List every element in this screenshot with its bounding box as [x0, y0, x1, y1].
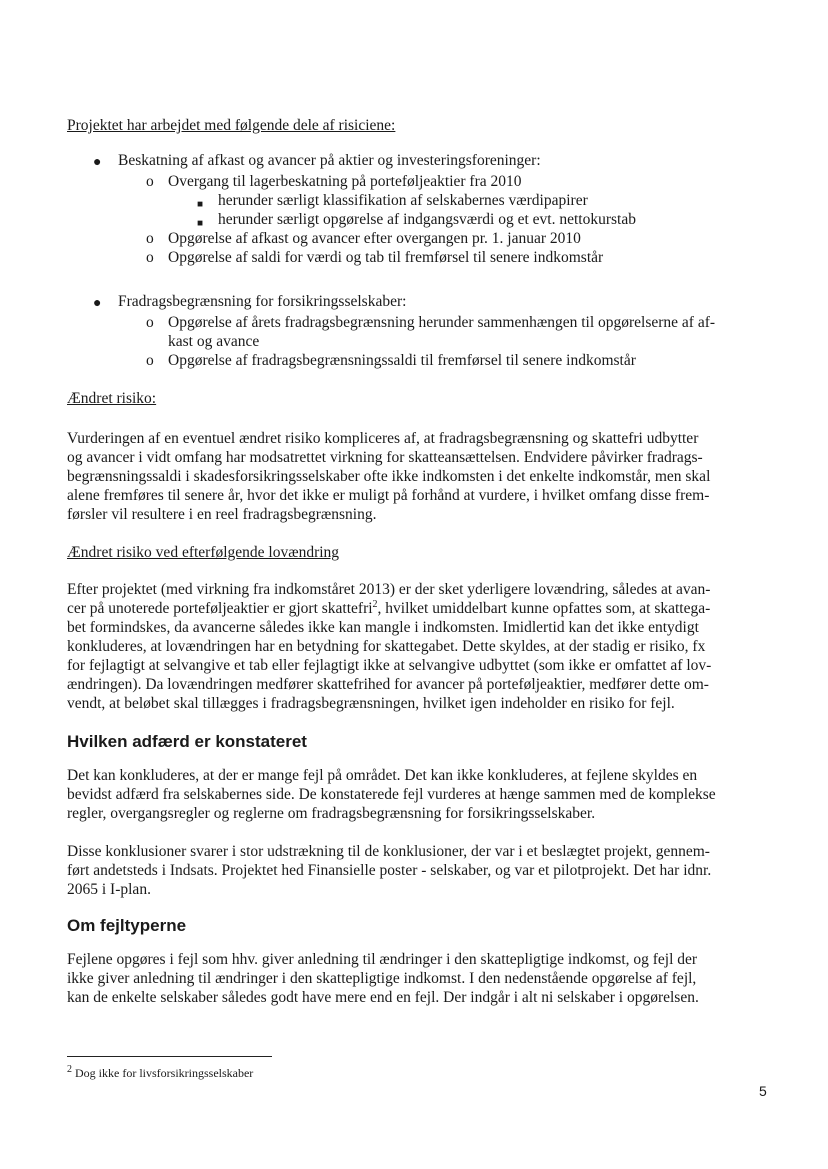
aendret-line: Vurderingen af en eventuel ændret risiko kompliceres af, at fradragsbegrænsning og skattefri udbytter	[67, 430, 699, 447]
circle-bullet-icon: o	[146, 314, 154, 331]
fejltyper-line: ikke giver anledning til ændringer i den skattepligtige indkomst. I den nedenstående opgørelse af fejl,	[67, 970, 697, 987]
lovaendring-line-footnote	[67, 599, 710, 618]
footnote-text: Dog ikke for livsforsikringsselskaber	[75, 1066, 254, 1080]
circle-bullet-icon: o	[146, 230, 154, 247]
aendret-line: begrænsningssaldi i skadesforsikringsselskaber ofte ikke indkomsten i det enkelte indkomstår, men skal	[67, 468, 711, 485]
subsub-indgangsvaerdi: herunder særligt opgørelse af indgangsværdi og et evt. nettokurstab	[218, 211, 636, 228]
section-title-aendret-risiko: Ændret risiko:	[67, 390, 157, 407]
aendret-line: alene fremføres til senere år, hvor det ikke er muligt på forhånd at vurdere, i hvilket omfang disse frem-	[67, 487, 710, 504]
adfaerd-line: 2065 i I-plan.	[67, 881, 151, 898]
lovaendring-line: Efter projektet (med virkning fra indkomståret 2013) er der sket yderligere lovændring, således at avan-	[67, 581, 711, 598]
fejltyper-line: kan de enkelte selskaber således godt have mere end en fejl. Der indgår i alt ni selskaber i opgørelsen.	[67, 989, 699, 1006]
adfaerd-line: ført andetsteds i Indsats. Projektet hed Finansielle poster - selskaber, og var et pilotprojekt. Det har idnr.	[67, 862, 712, 879]
square-bullet-icon: ■	[197, 199, 204, 210]
bullet-fradragsbegraensning: Fradragsbegrænsning for forsikringsselskaber:	[118, 293, 407, 310]
footnote-marker: 2	[67, 1064, 72, 1075]
bullet-beskatning: Beskatning af afkast og avancer på aktier og investeringsforeninger:	[118, 152, 541, 169]
subsub-klassifikation: herunder særligt klassifikation af selskabernes værdipapirer	[218, 192, 588, 209]
sub-fradragssaldi: Opgørelse af fradragsbegrænsningssaldi til fremførsel til senere indkomstår	[168, 352, 636, 369]
lovaendring-text: , hvilket umiddelbart kunne opfattes som, at skattega-	[377, 600, 711, 617]
lovaendring-line: vendt, at beløbet skal tillægges i fradragsbegrænsningen, hvilket igen indeholder en risiko for fejl.	[67, 695, 675, 712]
sub-overgang: Overgang til lagerbeskatning på porteføljeaktier fra 2010	[168, 173, 522, 190]
section-title-risks: Projektet har arbejdet med følgende dele af risiciene:	[67, 117, 396, 134]
lovaendring-line: for fejlagtigt at selvangive et tab eller fejlagtigt ikke at selvangive udbyttet (som ikke er omfattet af lov-	[67, 657, 712, 674]
adfaerd-line: bevidst adfærd fra selskabernes side. De konstaterede fejl vurderes at hænge sammen med de komplekse	[67, 786, 716, 803]
circle-bullet-icon: o	[146, 173, 154, 190]
aendret-line: og avancer i vidt omfang har modsatrettet virkning for skatteansættelsen. Endvidere påvirker fradrags-	[67, 449, 703, 466]
adfaerd-line: Det kan konkluderes, at der er mange fejl på området. Det kan ikke konkluderes, at fejlene skyldes en	[67, 767, 698, 784]
sub-arets-fradrag-line2: kast og avance	[168, 333, 260, 350]
footnote-divider	[67, 1056, 272, 1057]
section-title-lovaendring: Ændret risiko ved efterfølgende lovændring	[67, 544, 340, 561]
heading-adfaerd: Hvilken adfærd er konstateret	[67, 732, 307, 751]
square-bullet-icon: ■	[197, 218, 204, 229]
adfaerd-line: Disse konklusioner svarer i stor udstrækning til de konklusioner, der var i et beslægtet projekt, gennem-	[67, 843, 710, 860]
lovaendring-line: ændringen). Da lovændringen medfører skattefrihed for avancer på porteføljeaktier, medfører dette om-	[67, 676, 709, 693]
lovaendring-text: cer på unoterede porteføljeaktier er gjort skattefri	[67, 600, 373, 617]
footnote-reference: 2	[372, 598, 378, 610]
bullet-dot-icon: ●	[93, 155, 102, 170]
bullet-dot-icon: ●	[93, 296, 102, 311]
page-number: 5	[759, 1083, 767, 1099]
lovaendring-line: konkluderes, at lovændringen har en betydning for skattegabet. Dette skyldes, at der stadig er risiko, fx	[67, 638, 706, 655]
lovaendring-line: bet formindskes, da avancerne således ikke kan mangle i indkomsten. Imidlertid kan det ikke entydigt	[67, 619, 699, 636]
circle-bullet-icon: o	[146, 249, 154, 266]
aendret-line: førsler vil resultere i en reel fradragsbegrænsning.	[67, 506, 377, 523]
sub-opgorelse-saldi: Opgørelse af saldi for værdi og tab til fremførsel til senere indkomstår	[168, 249, 604, 266]
sub-opgorelse-afkast: Opgørelse af afkast og avancer efter overgangen pr. 1. januar 2010	[168, 230, 581, 247]
sub-arets-fradrag-line1: Opgørelse af årets fradragsbegrænsning herunder sammenhængen til opgørelserne af af-	[168, 314, 716, 331]
heading-fejltyper: Om fejltyperne	[67, 916, 187, 935]
adfaerd-line: regler, overgangsregler og reglerne om fradragsbegrænsning for forsikringsselskaber.	[67, 805, 596, 822]
fejltyper-line: Fejlene opgøres i fejl som hhv. giver anledning til ændringer i den skattepligtige indkomst, og fejl der	[67, 951, 698, 968]
circle-bullet-icon: o	[146, 352, 154, 369]
footnote	[67, 1066, 253, 1080]
